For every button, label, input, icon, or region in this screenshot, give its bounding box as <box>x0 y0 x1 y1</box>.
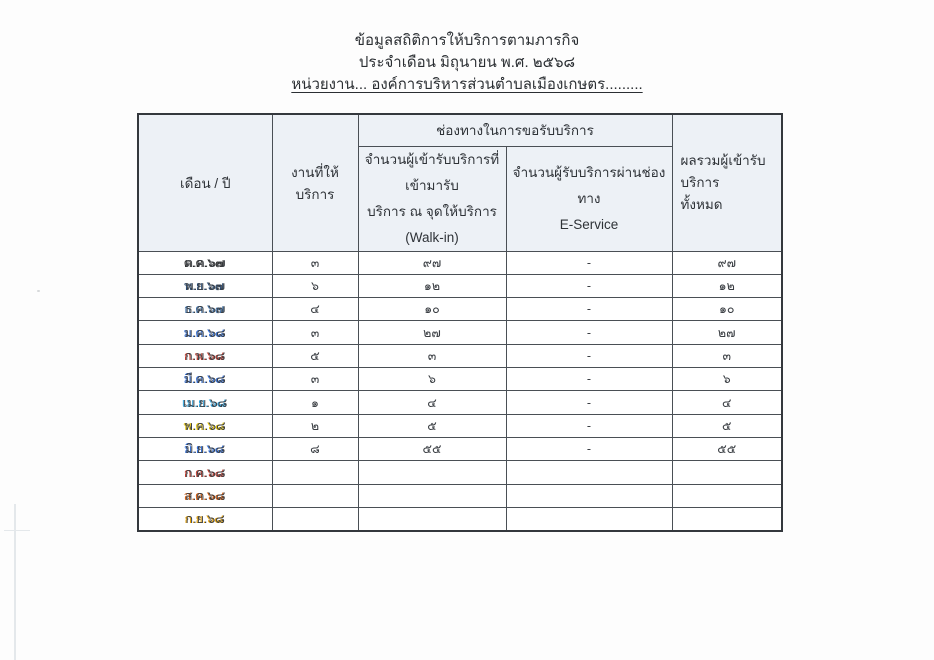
table-row <box>138 344 782 367</box>
total-count-cell: ๓ <box>672 344 782 367</box>
walkin-count-cell: ๑๒ <box>358 274 506 297</box>
eservice-count-cell: - <box>506 391 672 414</box>
eservice-count-cell: - <box>506 251 672 274</box>
eservice-count-cell: - <box>506 321 672 344</box>
table-row <box>138 321 782 344</box>
walkin-count-cell <box>358 508 506 531</box>
header-walkin-line3: (Walk-in) <box>405 229 459 245</box>
table-row <box>138 438 782 461</box>
total-count-cell: ๕ <box>672 414 782 437</box>
service-count-cell: ๒ <box>272 414 358 437</box>
month-cell: พ.ย.๖๗ <box>138 274 272 297</box>
header-total-line2: ทั้งหมด <box>680 196 723 212</box>
total-count-cell: ๔ <box>672 391 782 414</box>
header-eservice-line2: E-Service <box>559 216 619 232</box>
month-cell: ม.ค.๖๘ <box>138 321 272 344</box>
total-count-cell: ๖ <box>672 368 782 391</box>
total-count-cell <box>672 461 782 484</box>
table-row <box>138 461 782 484</box>
month-cell: ต.ค.๖๗ <box>138 251 272 274</box>
table-row <box>138 508 782 531</box>
header-month: เดือน / ปี <box>138 114 272 251</box>
table-row <box>138 368 782 391</box>
document-subtitle-month: ประจำเดือน มิถุนายน พ.ศ. ๒๕๖๘ <box>358 54 576 71</box>
month-cell: เม.ย.๖๘ <box>138 391 272 414</box>
header-service: งานที่ให้บริการ <box>272 114 358 251</box>
header-total-line1: ผลรวมผู้เข้ารับบริการ <box>680 152 766 190</box>
service-count-cell: ๑ <box>272 391 358 414</box>
walkin-count-cell: ๖ <box>358 368 506 391</box>
eservice-count-cell: - <box>506 344 672 367</box>
header-eservice <box>506 146 672 251</box>
month-cell: ธ.ค.๖๗ <box>138 298 272 321</box>
service-count-cell <box>272 461 358 484</box>
document-title-block <box>0 30 934 96</box>
service-count-cell: ๕ <box>272 344 358 367</box>
document-agency-line: หน่วยงาน... องค์การบริหารส่วนตำบลเมืองเกษตร......... <box>291 76 643 93</box>
walkin-count-cell: ๙๗ <box>358 251 506 274</box>
header-walkin-line1: จำนวนผู้เข้ารับบริการที่เข้ามารับ <box>364 151 500 193</box>
walkin-count-cell: ๔ <box>358 391 506 414</box>
walkin-count-cell <box>358 461 506 484</box>
month-cell: ก.ย.๖๘ <box>138 508 272 531</box>
total-count-cell: ๑๒ <box>672 274 782 297</box>
scan-artifact-vertical-line <box>14 504 16 660</box>
service-count-cell: ๓ <box>272 368 358 391</box>
total-count-cell: ๑๐ <box>672 298 782 321</box>
table-body <box>138 251 782 531</box>
service-count-cell: ๓ <box>272 321 358 344</box>
service-count-cell <box>272 508 358 531</box>
service-count-cell: ๘ <box>272 438 358 461</box>
scan-artifact-tick <box>4 530 30 531</box>
eservice-count-cell: - <box>506 298 672 321</box>
eservice-count-cell: - <box>506 274 672 297</box>
service-count-cell: ๔ <box>272 298 358 321</box>
month-cell: มิ.ย.๖๘ <box>138 438 272 461</box>
month-cell: พ.ค.๖๘ <box>138 414 272 437</box>
header-walkin-line2: บริการ ณ จุดให้บริการ <box>367 203 497 219</box>
table-row <box>138 298 782 321</box>
scan-artifact-dot <box>37 290 40 292</box>
total-count-cell <box>672 484 782 507</box>
table-header <box>138 114 782 251</box>
walkin-count-cell: ๓ <box>358 344 506 367</box>
header-channel-group: ช่องทางในการขอรับบริการ <box>358 114 672 146</box>
walkin-count-cell: ๑๐ <box>358 298 506 321</box>
walkin-count-cell: ๕ <box>358 414 506 437</box>
header-total <box>672 114 782 251</box>
header-walkin <box>358 146 506 251</box>
table-row <box>138 391 782 414</box>
service-count-cell: ๓ <box>272 251 358 274</box>
eservice-count-cell <box>506 484 672 507</box>
eservice-count-cell: - <box>506 368 672 391</box>
total-count-cell: ๕๕ <box>672 438 782 461</box>
total-count-cell: ๒๗ <box>672 321 782 344</box>
service-count-cell: ๖ <box>272 274 358 297</box>
total-count-cell <box>672 508 782 531</box>
service-statistics-table <box>137 113 783 532</box>
table-row <box>138 414 782 437</box>
eservice-count-cell: - <box>506 414 672 437</box>
document-title: ข้อมูลสถิติการให้บริการตามภารกิจ <box>354 32 580 49</box>
month-cell: มี.ค.๖๘ <box>138 368 272 391</box>
walkin-count-cell: ๒๗ <box>358 321 506 344</box>
month-cell: ก.พ.๖๘ <box>138 344 272 367</box>
eservice-count-cell: - <box>506 438 672 461</box>
table-row <box>138 251 782 274</box>
month-cell: ส.ค.๖๘ <box>138 484 272 507</box>
table-row <box>138 274 782 297</box>
eservice-count-cell <box>506 461 672 484</box>
table-row <box>138 484 782 507</box>
walkin-count-cell: ๕๕ <box>358 438 506 461</box>
total-count-cell: ๙๗ <box>672 251 782 274</box>
eservice-count-cell <box>506 508 672 531</box>
service-count-cell <box>272 484 358 507</box>
header-eservice-line1: จำนวนผู้รับบริการผ่านช่องทาง <box>512 164 666 206</box>
walkin-count-cell <box>358 484 506 507</box>
month-cell: ก.ค.๖๘ <box>138 461 272 484</box>
